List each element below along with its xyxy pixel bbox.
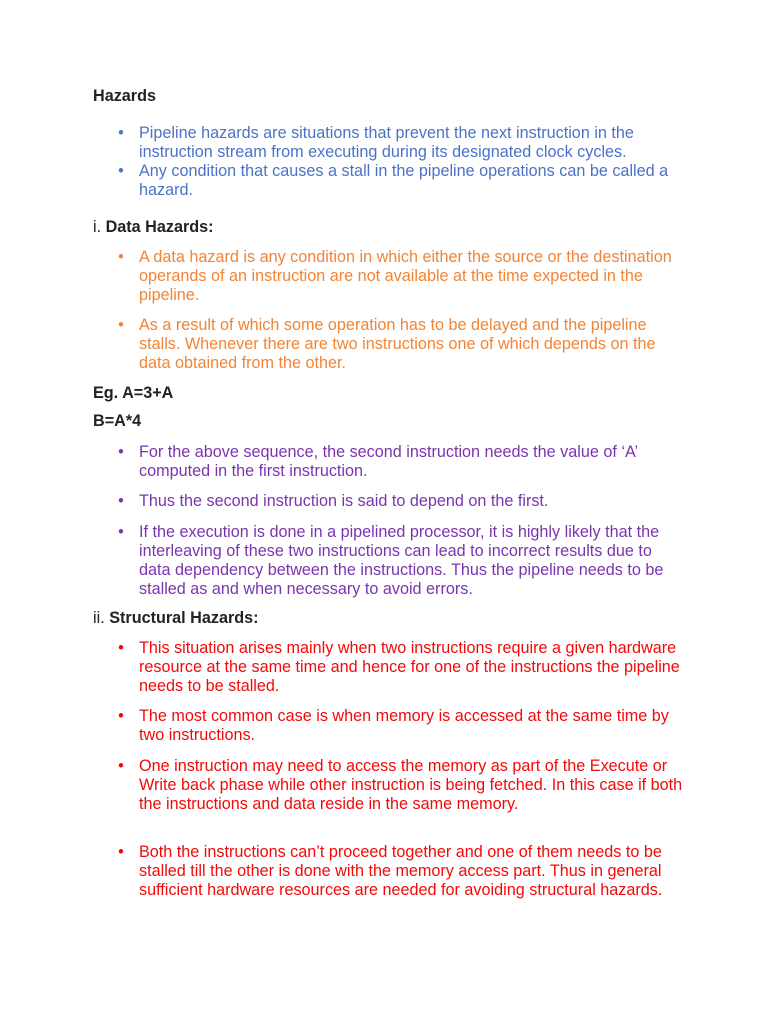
bullet-icon: • xyxy=(118,757,124,775)
list-item-text: As a result of which some operation has to be delayed and the pipeline stalls. Whenever there are two instructions one of which depends on the data obtained from the other. xyxy=(139,316,656,372)
list-item xyxy=(93,443,683,481)
section-title: Data Hazards: xyxy=(105,218,214,236)
page-title: Hazards xyxy=(93,87,156,105)
section-heading-data-hazards xyxy=(93,218,214,237)
bullet-icon: • xyxy=(118,639,124,657)
list-item-text: Thus the second instruction is said to depend on the first. xyxy=(139,492,549,510)
data-hazards-list-2 xyxy=(93,316,683,373)
structural-list-1 xyxy=(93,639,683,696)
section-heading-structural-hazards xyxy=(93,609,259,628)
section-number: ii. xyxy=(93,609,105,627)
list-item xyxy=(93,316,683,373)
list-item xyxy=(93,523,683,599)
list-item xyxy=(93,639,683,696)
list-item xyxy=(93,757,683,814)
bullet-icon: • xyxy=(118,124,124,142)
example-list-2 xyxy=(93,492,683,511)
list-item xyxy=(93,707,683,745)
list-item xyxy=(93,492,683,511)
section-title: Structural Hazards: xyxy=(109,609,259,627)
list-item-text: The most common case is when memory is accessed at the same time by two instructions. xyxy=(139,707,669,744)
list-item-text: If the execution is done in a pipelined processor, it is highly likely that the interleaving of these two instructions can lead to incorrect results due to data dependency between the instructions. Thus the pipeline needs to be stalled as and when necessary to avoid errors. xyxy=(139,523,664,598)
list-item xyxy=(93,843,683,900)
bullet-icon: • xyxy=(118,843,124,861)
list-item-text: This situation arises mainly when two instructions require a given hardware resource at the same time and hence for one of the instructions the pipeline needs to be stalled. xyxy=(139,639,680,695)
bullet-icon: • xyxy=(118,523,124,541)
bullet-icon: • xyxy=(118,492,124,510)
bullet-icon: • xyxy=(118,248,124,266)
list-item-text: For the above sequence, the second instruction needs the value of ‘A’ computed in the first instruction. xyxy=(139,443,638,480)
bullet-icon: • xyxy=(118,316,124,334)
bullet-icon: • xyxy=(118,162,124,180)
section-number: i. xyxy=(93,218,102,236)
structural-list-2 xyxy=(93,707,683,745)
list-item xyxy=(93,248,683,305)
data-hazards-list-1 xyxy=(93,248,683,305)
list-item-text: Both the instructions can’t proceed together and one of them needs to be stalled till the other is done with the memory access part. Thus in general sufficient hardware resources are needed for avoiding structural hazards. xyxy=(139,843,663,899)
example-line-1: Eg. A=3+A xyxy=(93,384,174,402)
list-item xyxy=(93,124,683,162)
structural-list-3 xyxy=(93,757,683,814)
structural-list-4 xyxy=(93,843,683,900)
list-item-text: Any condition that causes a stall in the pipeline operations can be called a hazard. xyxy=(139,162,669,199)
example-list-3 xyxy=(93,523,683,599)
intro-list xyxy=(93,124,683,200)
bullet-icon: • xyxy=(118,443,124,461)
example-list-1 xyxy=(93,443,683,481)
bullet-icon: • xyxy=(118,707,124,725)
example-line-2: B=A*4 xyxy=(93,412,142,430)
list-item-text: Pipeline hazards are situations that prevent the next instruction in the instruction stream from executing during its designated clock cycles. xyxy=(139,124,634,161)
list-item xyxy=(93,162,683,200)
list-item-text: One instruction may need to access the memory as part of the Execute or Write back phase while other instruction is being fetched. In this case if both the instructions and data reside in the same memory. xyxy=(139,757,683,813)
list-item-text: A data hazard is any condition in which either the source or the destination operands of an instruction are not available at the time expected in the pipeline. xyxy=(139,248,672,304)
